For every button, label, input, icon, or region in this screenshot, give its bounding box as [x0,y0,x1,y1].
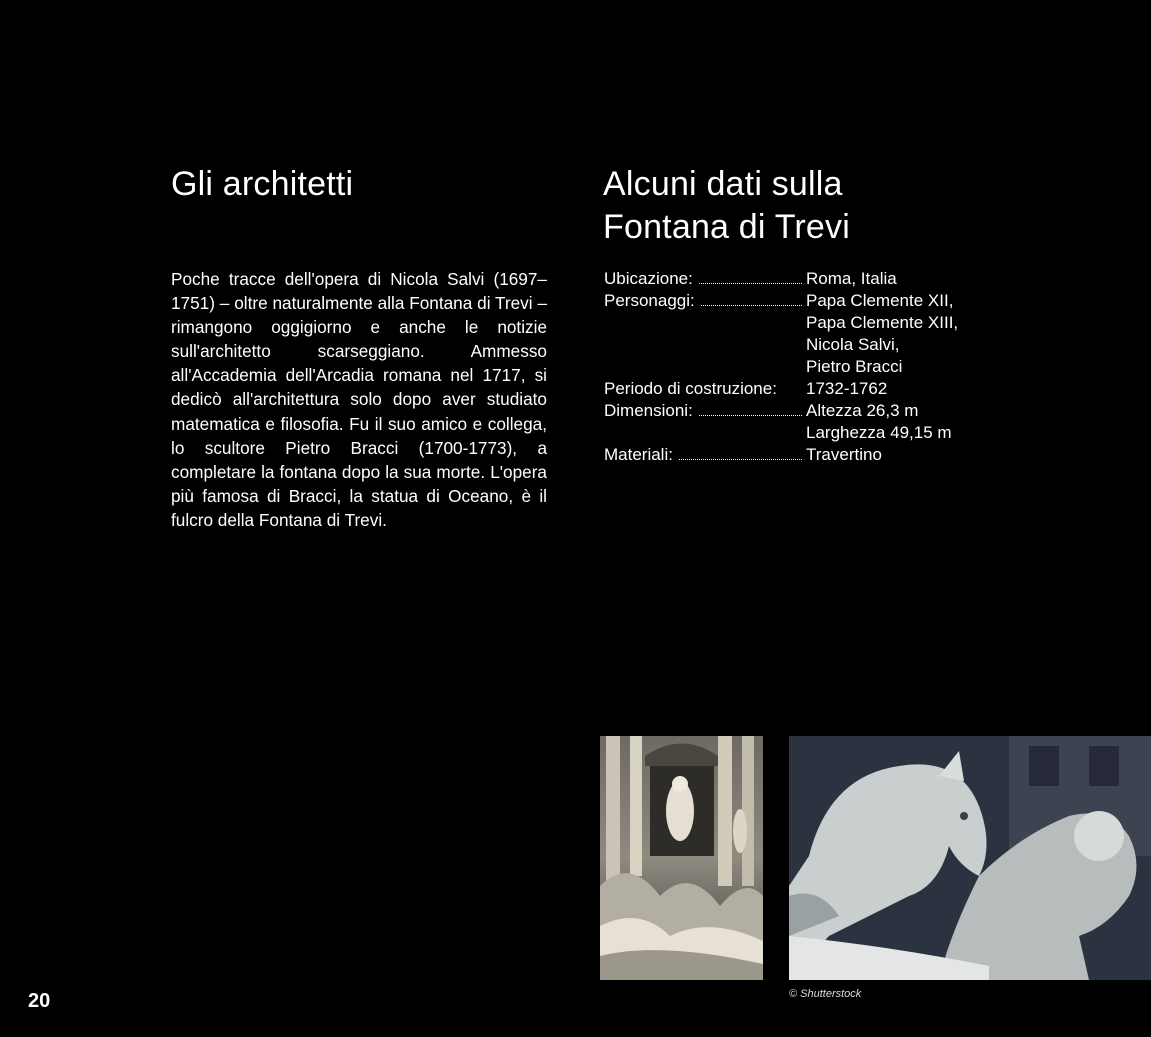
section-title-facts [603,163,1003,249]
fact-label: Materiali: [604,445,673,464]
architects-paragraph: Poche tracce dell'opera di Nicola Salvi (1697–1751) – oltre naturalmente alla Fontana di Trevi – rimangono oggigiorno e anche le notizie sull'architetto scarseggiano. Ammesso all'Accademia dell'Arcadia romana nel 1717, si dedicò all'architettura solo dopo aver studiato matematica e filosofia. Fu il suo amico e collega, lo scultore Pietro Bracci (1700-1773), a completare la fontana dopo la sua morte. L'opera più famosa di Bracci, la statua di Oceano, è il fulcro della Fontana di Trevi. [171,269,547,530]
facts-list [604,268,984,466]
trevi-seahorse-image [789,736,1151,980]
leader-dots [701,290,802,306]
fact-value: Altezza 26,3 m [806,401,919,420]
fact-value: Travertino [806,445,882,464]
fact-label: Personaggi: [604,291,695,310]
trevi-facade-photo [600,736,763,980]
fact-value: Larghezza 49,15 m [806,423,952,442]
section-title-architects: Gli architetti [171,165,354,203]
fact-period [604,378,984,400]
fact-dimensions [604,400,984,444]
fact-value: Pietro Bracci [806,357,903,376]
leader-dots [699,400,802,416]
photo-credit: © Shutterstock [789,988,862,1000]
fact-label: Dimensioni: [604,401,693,420]
fact-people [604,290,984,378]
fact-value: Nicola Salvi, [806,335,900,354]
leader-dots [699,268,802,284]
fact-location [604,268,984,290]
trevi-facade-image [600,736,763,980]
fact-label: Periodo di costruzione: [604,379,777,398]
fact-value: Papa Clemente XIII, [806,313,959,332]
section-title-facts-line1: Alcuni dati sulla [603,165,843,203]
section-title-facts-line2: Fontana di Trevi [603,208,850,246]
fact-materials [604,444,984,466]
trevi-seahorse-photo [789,736,1151,980]
page-number: 20 [28,990,51,1012]
leader-dots [679,444,802,460]
fact-value: Roma, Italia [806,269,897,288]
fact-value: Papa Clemente XII, [806,291,954,310]
fact-value: 1732-1762 [806,379,888,398]
fact-label: Ubicazione: [604,269,693,288]
